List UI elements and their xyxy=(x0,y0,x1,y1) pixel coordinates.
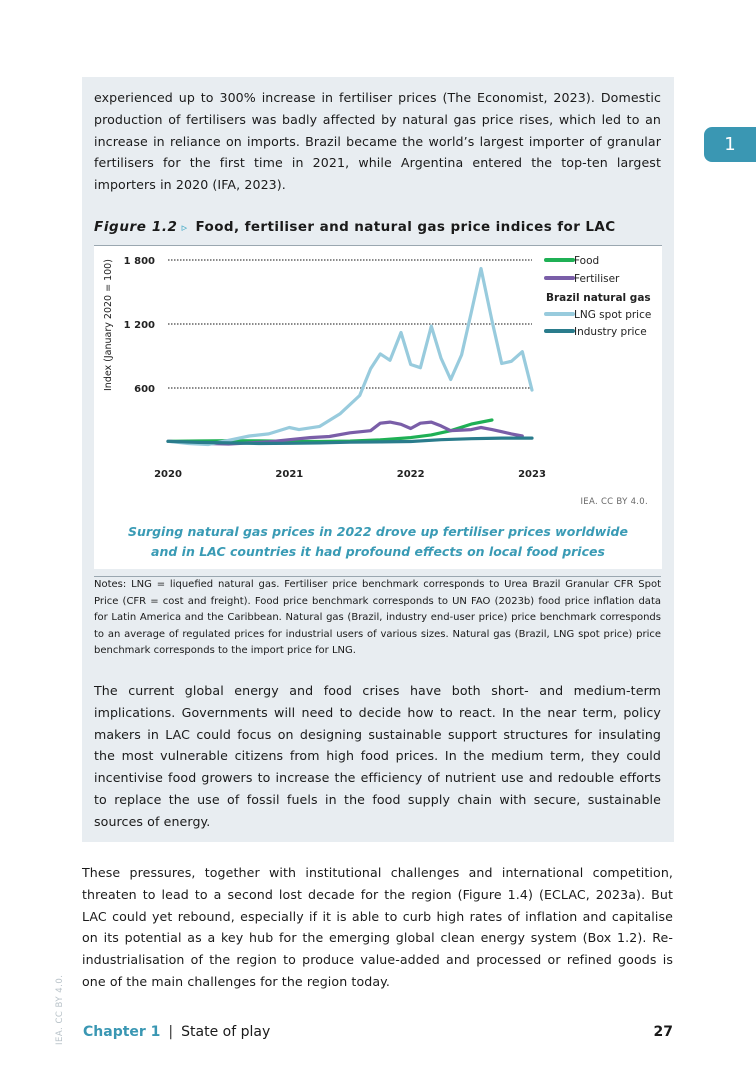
x-tick-label: 2023 xyxy=(518,469,546,480)
figure-number: Figure 1.2 xyxy=(94,219,178,235)
caption-line-2: and in LAC countries it had profound effects on local food prices xyxy=(151,544,605,559)
series-line-lng-spot-price xyxy=(168,269,532,445)
y-tick-label: 1 800 xyxy=(123,256,155,267)
x-tick-label: 2021 xyxy=(275,469,304,480)
figure-title-line xyxy=(94,219,616,235)
body-paragraph: These pressures, together with institutional challenges and international competition, threaten to lead to a second lost decade for the region (Figure 1.4) (ECLAC, 2023a). But LAC could yet rebound, especially if it is able to curb high rates of inflation and capitalise on its potential as a key hub for the emerging global clean energy system (Box 1.2). Re-industrialisation of the region to produce value-added and processed or refined goods is one of the main challenges for the region today. xyxy=(82,865,673,989)
x-tick-labels xyxy=(154,469,546,480)
legend-label: Industry price xyxy=(574,326,647,338)
figure-notes: Notes: LNG = liquefied natural gas. Fertiliser price benchmark corresponds to Urea Brazil Granular CFR Spot Price (CFR = cost and freight). Food price benchmark corresponds to UN FAO (2023b) food price inflation data for Latin America and the Caribbean. Natural gas (Brazil, industry end-user price) price benchmark corresponds to an average of regulated prices for industrial users of various sizes. Natural gas (Brazil, LNG spot price) price benchmark corresponds to the import price for LNG. xyxy=(94,576,661,660)
chart-caption xyxy=(94,522,662,562)
legend-group-title: Brazil natural gas xyxy=(546,292,651,304)
series-lines xyxy=(168,269,532,445)
box-paragraph-intro: experienced up to 300% increase in fertiliser prices (The Economist, 2023). Domestic production of fertilisers was badly affected by natural gas price rises, which led to an increase in reliance on imports. Brazil became the world’s largest importer of granular fertilisers for the first time in 2021, while Argentina entered the top-ten largest importers in 2020 (IFA, 2023). xyxy=(94,90,661,193)
legend-label: Food xyxy=(574,255,600,267)
footer-separator: | xyxy=(168,1024,174,1040)
figure-arrow-icon: ▹ xyxy=(181,221,188,234)
y-tick-label: 1 200 xyxy=(123,320,155,331)
chapter-tab[interactable]: 1 xyxy=(704,127,756,162)
y-axis-label: Index (January 2020 = 100) xyxy=(103,259,114,391)
side-credit: IEA. CC BY 4.0. xyxy=(55,974,65,1045)
chart-panel xyxy=(94,245,662,569)
y-tick-labels xyxy=(124,256,155,395)
legend-label: LNG spot price xyxy=(574,309,652,321)
chart-legend xyxy=(546,255,651,338)
legend-label: Fertiliser xyxy=(574,273,620,285)
chart-credit: IEA. CC BY 4.0. xyxy=(580,497,648,507)
footer-section: State of play xyxy=(181,1024,271,1040)
caption-line-1: Surging natural gas prices in 2022 drove up fertiliser prices worldwide xyxy=(128,524,628,539)
x-tick-label: 2020 xyxy=(154,469,182,480)
page-number: 27 xyxy=(653,1024,673,1040)
x-tick-label: 2022 xyxy=(396,469,425,480)
figure-title: Food, fertiliser and natural gas price indices for LAC xyxy=(195,219,616,235)
footer xyxy=(83,1024,270,1040)
text-box xyxy=(82,77,674,842)
footer-chapter: Chapter 1 xyxy=(83,1024,161,1040)
line-chart xyxy=(94,246,662,516)
y-tick-label: 600 xyxy=(134,384,155,395)
box-paragraph-implications: The current global energy and food crises have both short- and medium-term implications. Governments will need to decide how to react. In the near term, policy makers in LAC could focus on designing sustainable support structures for insulating the most vulnerable citizens from high food prices. In the medium term, they could incentivise food growers to increase the efficiency of nutrient use and redouble efforts to replace the use of fossil fuels in the food supply chain with secure, sustainable sources of energy. xyxy=(94,683,661,829)
